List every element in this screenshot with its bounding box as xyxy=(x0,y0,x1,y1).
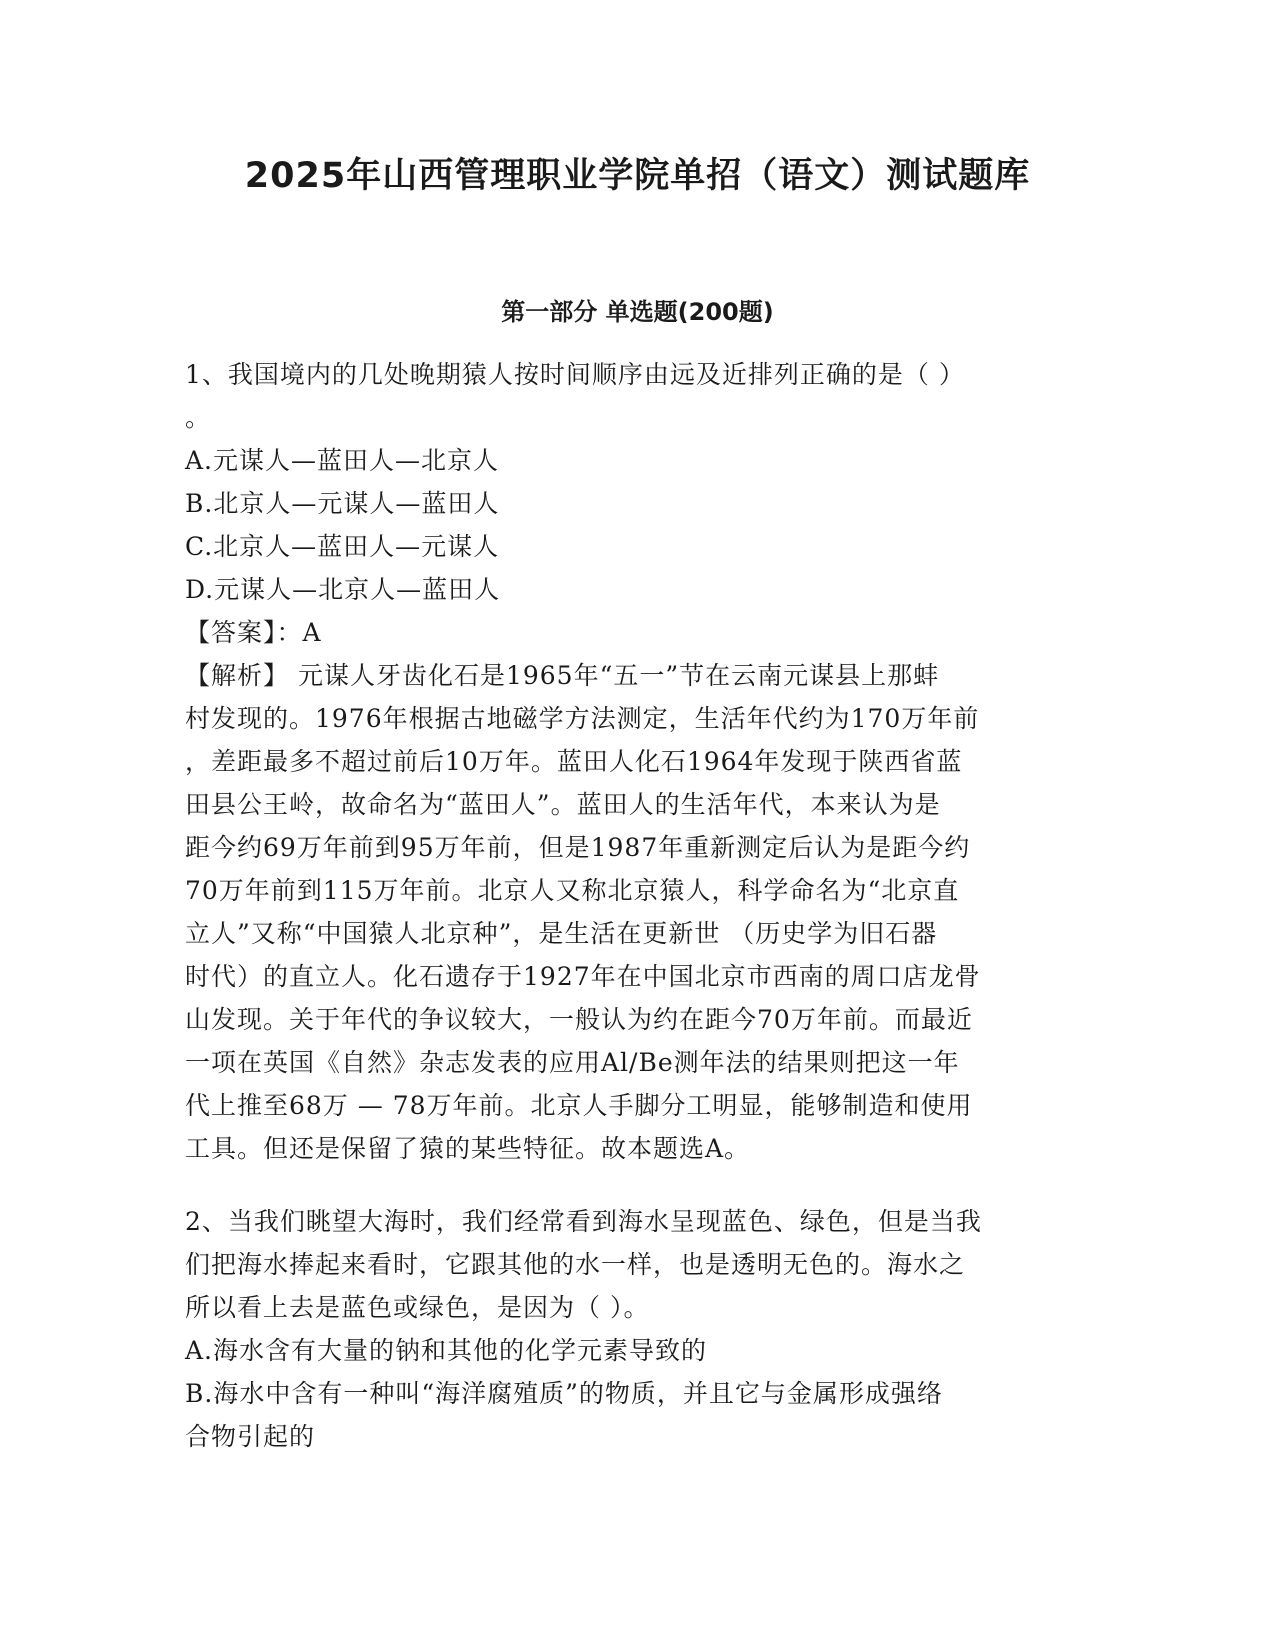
question-1-line: 【答案】：A xyxy=(185,618,322,647)
question-1-line: C.北京人—蓝田人—元谋人 xyxy=(185,532,500,561)
question-1 xyxy=(185,353,1085,1170)
question-1-line: 田县公王岭，故命名为“蓝田人”。蓝田人的生活年代，本来认为是 xyxy=(185,790,941,819)
section-title: 第一部分 单选题(200题) xyxy=(501,298,774,326)
question-1-line: B.北京人—元谋人—蓝田人 xyxy=(185,489,500,518)
question-1-line: ，差距最多不超过前后10万年。蓝田人化石1964年发现于陕西省蓝 xyxy=(185,747,963,776)
question-2-line: 们把海水捧起来看时，它跟其他的水一样，也是透明无色的。海水之 xyxy=(185,1250,966,1279)
question-1-line: 距今约69万年前到95万年前，但是1987年重新测定后认为是距今约 xyxy=(185,833,971,862)
question-1-line: 1、我国境内的几处晚期猿人按时间顺序由远及近排列正确的是（ ） xyxy=(185,360,965,389)
question-1-line: D.元谋人—北京人—蓝田人 xyxy=(185,575,501,604)
question-2-line: 2、当我们眺望大海时，我们经常看到海水呈现蓝色、绿色，但是当我 xyxy=(185,1207,982,1236)
question-2 xyxy=(185,1200,1085,1458)
question-1-line: 70万年前到115万年前。北京人又称北京猿人，科学命名为“北京直 xyxy=(185,876,960,905)
question-1-line: 村发现的。1976年根据古地磁学方法测定，生活年代约为170万年前 xyxy=(185,704,980,733)
question-1-line: 。 xyxy=(185,403,212,432)
question-1-line: 立人”又称“中国猿人北京种”，是生活在更新世 （历史学为旧石器 xyxy=(185,919,938,948)
question-1-line: 一项在英国《自然》杂志发表的应用Al/Be测年法的结果则把这一年 xyxy=(185,1048,960,1077)
question-2-line: A.海水含有大量的钠和其他的化学元素导致的 xyxy=(185,1336,708,1365)
document-title: 2025年山西管理职业学院单招（语文）测试题库 xyxy=(244,156,1031,196)
question-1-line: 工具。但还是保留了猿的某些特征。故本题选A。 xyxy=(185,1134,751,1163)
question-1-line: 代上推至68万 — 78万年前。北京人手脚分工明显，能够制造和使用 xyxy=(185,1091,973,1120)
question-2-line: 合物引起的 xyxy=(185,1422,316,1451)
question-2-line: 所以看上去是蓝色或绿色，是因为（ ）。 xyxy=(185,1293,650,1322)
question-1-line: A.元谋人—蓝田人—北京人 xyxy=(185,446,500,475)
question-1-line: 时代）的直立人。化石遗存于1927年在中国北京市西南的周口店龙骨 xyxy=(185,962,981,991)
question-1-line: 【解析】 元谋人牙齿化石是1965年“五一”节在云南元谋县上那蚌 xyxy=(185,661,940,690)
question-1-line: 山发现。关于年代的争议较大，一般认为约在距今70万年前。而最近 xyxy=(185,1005,973,1034)
question-2-line: B.海水中含有一种叫“海洋腐殖质”的物质，并且它与金属形成强络 xyxy=(185,1379,943,1408)
